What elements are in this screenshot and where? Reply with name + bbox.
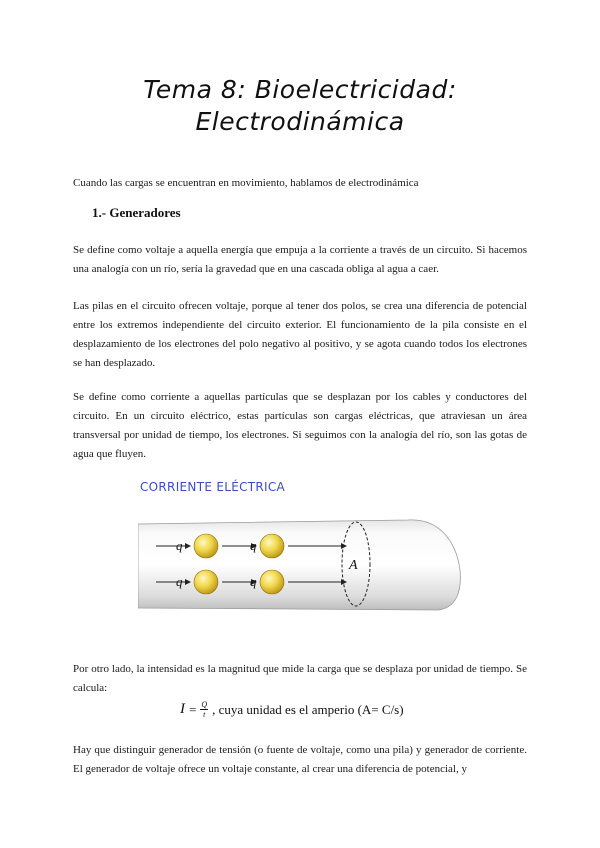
charge-label-4: q (250, 574, 257, 589)
section-heading: 1.- Generadores (92, 205, 181, 220)
charge-label-2: q (250, 538, 257, 553)
page-title (0, 74, 600, 138)
formula-lhs: I (180, 701, 185, 717)
charge-ball-3 (194, 570, 218, 594)
paragraph-generadores: Hay que distinguir generador de tensión (o fuente de voltaje, como una pila) y generador de corriente. El generador de voltaje ofrece un voltaje constante, al crear una diferencia de potencial, y (73, 744, 527, 775)
formula-equals: = (189, 701, 197, 717)
charge-label-1: q (176, 538, 183, 553)
paragraph-pilas: Las pilas en el circuito ofrecen voltaje, porque al tener dos polos, se crea una diferencia de potencial entre los extremos independiente del circuito exterior. El funcionamiento de la pila consiste en el desplazamiento de los electrones del polo negativo al positivo, y se agota cuando todos los electrones se han desplazado. (73, 300, 527, 369)
formula-fraction (200, 700, 208, 719)
title-line-2: Electrodinámica (195, 107, 405, 136)
conductor-illustration (138, 480, 464, 620)
intro-paragraph: Cuando las cargas se encuentran en movimiento, hablamos de electrodinámica (73, 177, 419, 189)
current-figure (138, 480, 464, 620)
intensity-formula (180, 700, 404, 719)
charge-label-3: q (176, 574, 183, 589)
formula-denominator: t (203, 710, 206, 719)
figure-caption: CORRIENTE ELÉCTRICA (140, 480, 286, 494)
charge-ball-1 (194, 534, 218, 558)
paragraph-intensidad: Por otro lado, la intensidad es la magnitud que mide la carga que se desplaza por unidad de tiempo. Se calcula: (73, 663, 527, 694)
paragraph-voltaje: Se define como voltaje a aquella energía que empuja a la corriente a través de un circuito. Si hacemos una analogía con un río, sería la gravedad que en una cascada obliga al agua a caer. (73, 244, 527, 275)
paragraph-corriente: Se define como corriente a aquellas partículas que se desplazan por los cables y conductores del circuito. En un circuito eléctrico, estas partículas son cargas eléctricas, que atraviesan un área transversal por unidad de tiempo, los electrones. Si seguimos con la analogía del río, son las gotas de agua que fluyen. (73, 391, 527, 460)
formula-numerator: Q (201, 700, 208, 709)
formula-text: , cuya unidad es el amperio (A= C/s) (212, 701, 404, 717)
charge-ball-4 (260, 570, 284, 594)
charge-ball-2 (260, 534, 284, 558)
title-line-1: Tema 8: Bioelectricidad: (143, 75, 457, 104)
area-label: A (349, 558, 358, 573)
wire-body (138, 520, 460, 610)
